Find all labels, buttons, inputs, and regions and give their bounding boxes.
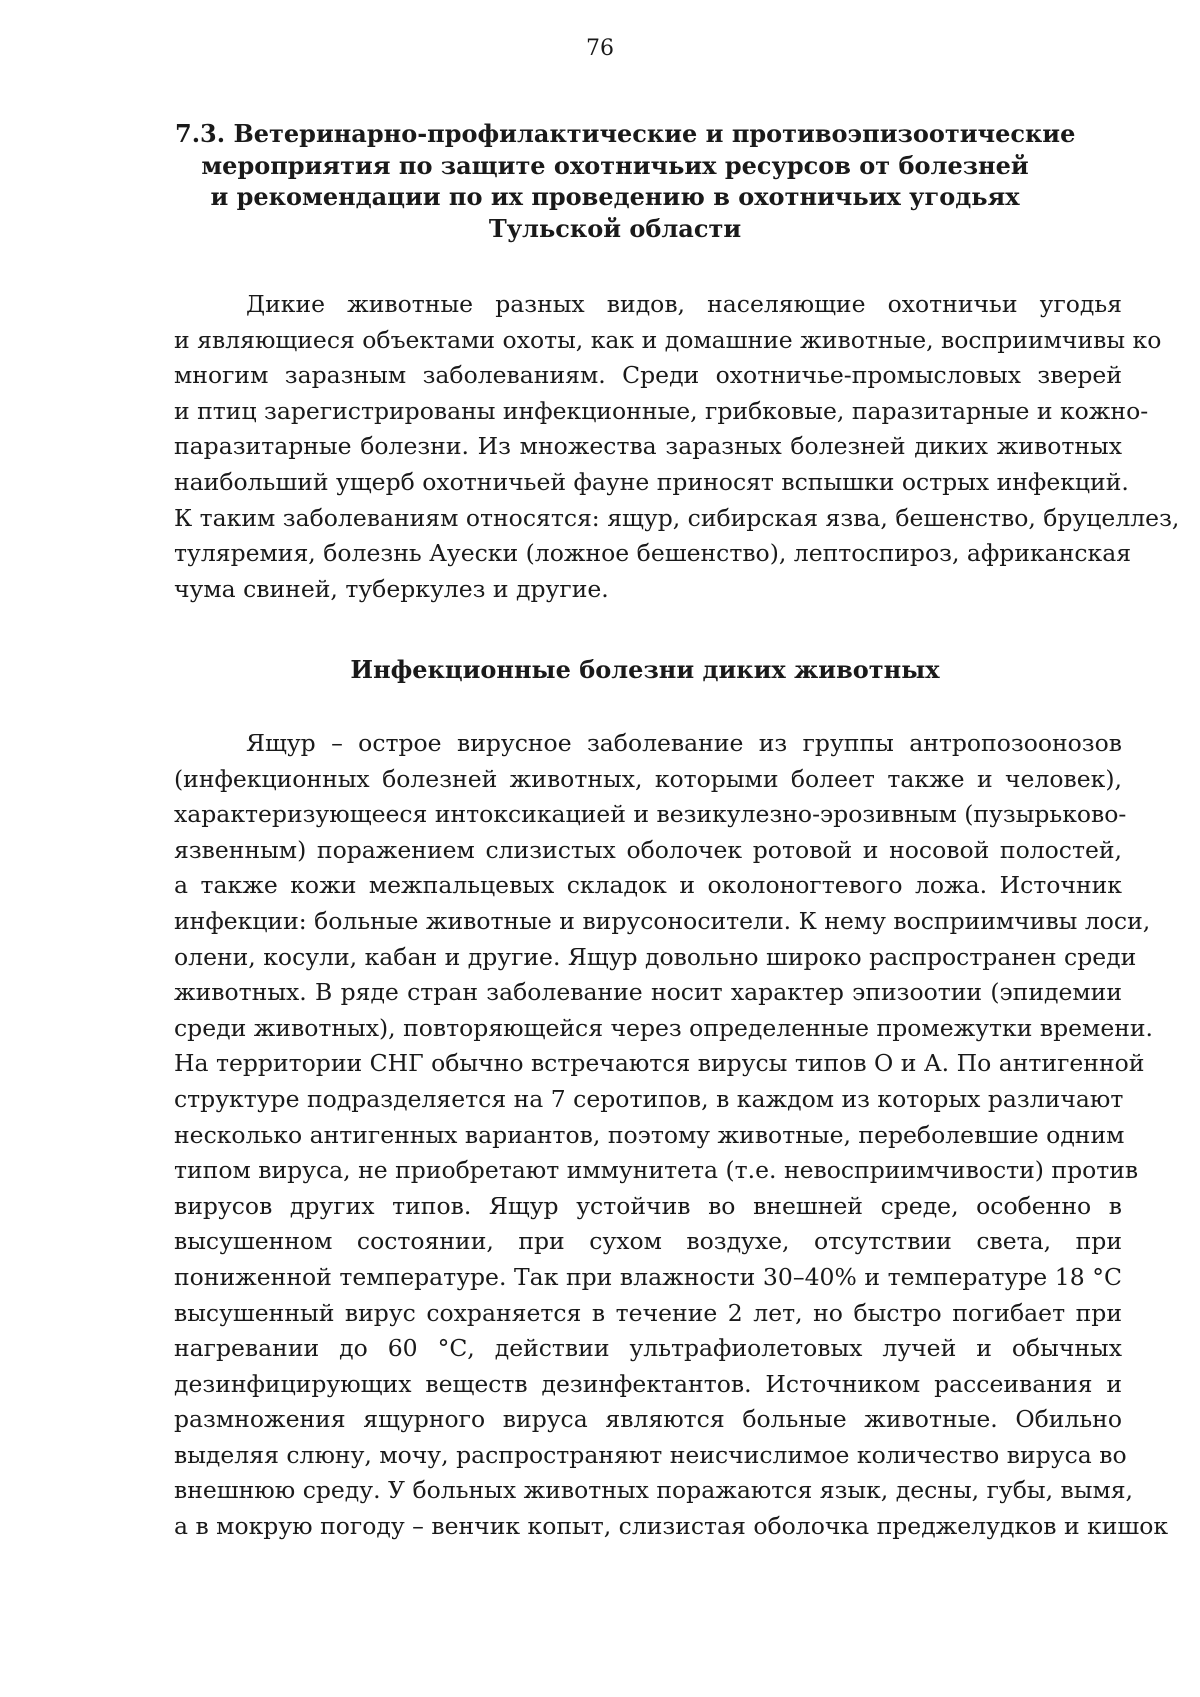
paragraph-line: размножения ящурного вируса являются больные животные. Обильно	[174, 1405, 1122, 1434]
paragraph-line: и являющиеся объектами охоты, как и домашние животные, восприимчивы ко	[174, 325, 1162, 354]
paragraph-line: многим заразным заболеваниям. Среди охотничье-промысловых зверей	[174, 361, 1122, 390]
subsection-title: Инфекционные болезни диких животных	[350, 655, 940, 684]
paragraph-line: На территории СНГ обычно встречаются вирусы типов О и А. По антигенной	[174, 1049, 1145, 1078]
page-number: 76	[586, 36, 614, 61]
section-title-line: Тульской области	[488, 213, 742, 243]
paragraph-line: несколько антигенных вариантов, поэтому животные, переболевшие одним	[174, 1120, 1125, 1149]
paragraph-line: характеризующееся интоксикацией и везикулезно-эрозивным (пузырьково-	[174, 800, 1127, 829]
foot-and-mouth-paragraph	[174, 726, 1169, 1545]
paragraph-line: Ящур – острое вирусное заболевание из группы антропозоонозов	[246, 729, 1122, 757]
paragraph-line: вирусов других типов. Ящур устойчив во внешней среде, особенно в	[174, 1191, 1122, 1220]
paragraph-line: структуре подразделяется на 7 серотипов, в каждом из которых различают	[174, 1084, 1124, 1113]
paragraph-line: а в мокрую погоду – венчик копыт, слизистая оболочка преджелудков и кишок	[174, 1512, 1169, 1541]
paragraph-line: пониженной температуре. Так при влажности 30–40% и температуре 18 °С	[174, 1262, 1122, 1291]
section-title-line: 7.3. Ветеринарно-профилактические и противоэпизоотические	[175, 119, 1076, 148]
paragraph-line: (инфекционных болезней животных, которыми болеет также и человек),	[174, 764, 1122, 793]
paragraph-line: высушенном состоянии, при сухом воздухе, отсутствии света, при	[174, 1227, 1122, 1256]
intro-paragraph	[174, 287, 1180, 607]
paragraph-line: типом вируса, не приобретают иммунитета (т.е. невосприимчивости) против	[174, 1156, 1139, 1185]
paragraph-line: дезинфицирующих веществ дезинфектантов. Источником рассеивания и	[174, 1369, 1122, 1398]
paragraph-line: К таким заболеваниям относятся: ящур, сибирская язва, бешенство, бруцеллез,	[174, 503, 1180, 532]
section-title	[175, 118, 1076, 244]
paragraph-line: паразитарные болезни. Из множества заразных болезней диких животных	[174, 432, 1122, 461]
paragraph-line: инфекции: больные животные и вирусоносители. К нему восприимчивы лоси,	[174, 906, 1151, 935]
paragraph-line: высушенный вирус сохраняется в течение 2 лет, но быстро погибает при	[174, 1298, 1122, 1327]
paragraph-line: Дикие животные разных видов, населяющие охотничьи угодья	[246, 290, 1122, 318]
paragraph-line: а также кожи межпальцевых складок и околоногтевого ложа. Источник	[174, 871, 1122, 900]
paragraph-line: нагревании до 60 °С, действии ультрафиолетовых лучей и обычных	[174, 1334, 1122, 1363]
paragraph-line: язвенным) поражением слизистых оболочек ротовой и носовой полостей,	[174, 835, 1122, 864]
paragraph-line: выделяя слюну, мочу, распространяют неисчислимое количество вируса во	[174, 1440, 1127, 1469]
paragraph-line: чума свиней, туберкулез и другие.	[174, 574, 609, 603]
paragraph-line: наибольший ущерб охотничьей фауне приносят вспышки острых инфекций.	[174, 467, 1129, 496]
paragraph-line: внешнюю среду. У больных животных поражаются язык, десны, губы, вымя,	[174, 1476, 1134, 1505]
paragraph-line: среди животных), повторяющейся через определенные промежутки времени.	[174, 1013, 1154, 1042]
paragraph-line: олени, косули, кабан и другие. Ящур довольно широко распространен среди	[174, 942, 1137, 971]
paragraph-line: туляремия, болезнь Ауески (ложное бешенство), лептоспироз, африканская	[174, 539, 1132, 568]
paragraph-line: животных. В ряде стран заболевание носит характер эпизоотии (эпидемии	[174, 978, 1122, 1007]
section-title-line: и рекомендации по их проведению в охотничьих угодьях	[210, 182, 1020, 211]
paragraph-line: и птиц зарегистрированы инфекционные, грибковые, паразитарные и кожно-	[174, 396, 1149, 425]
section-title-line: мероприятия по защите охотничьих ресурсов от болезней	[201, 150, 1029, 180]
